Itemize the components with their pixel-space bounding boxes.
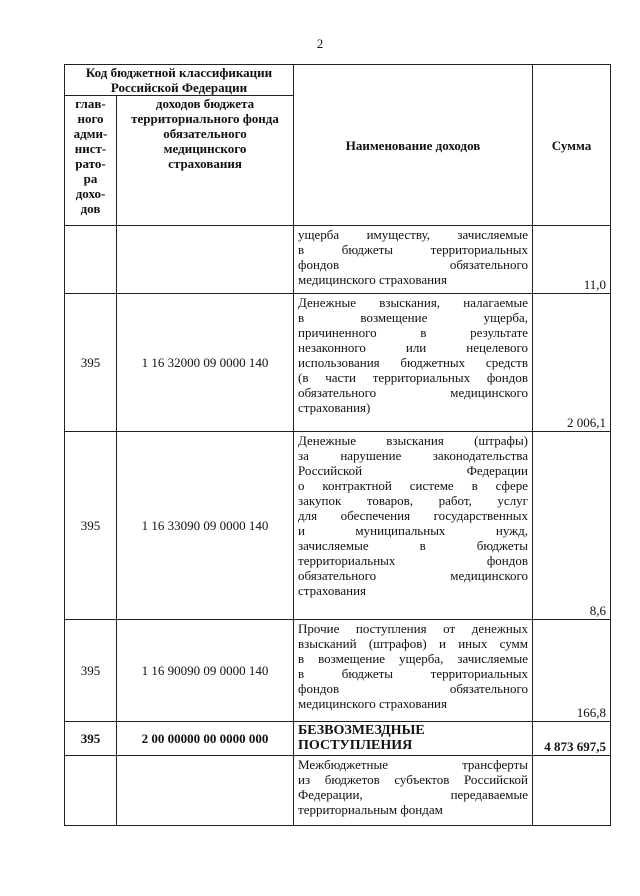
sum-cell: 11,0 <box>533 226 611 294</box>
sum-cell: 8,6 <box>533 432 611 620</box>
revenue-name-line: Прочие поступления от денежных <box>298 621 529 636</box>
revenue-name-cell <box>294 432 533 620</box>
revenue-name-line: медицинского страхования <box>298 272 447 287</box>
revenue-name-cell <box>294 756 533 826</box>
sum-cell <box>533 756 611 826</box>
revenue-name-line: Федерации, передаваемые <box>298 787 529 802</box>
revenue-name-line: территориальным фондам <box>298 802 443 817</box>
revenue-name-line: медицинского страхования <box>298 696 447 711</box>
revenue-code-cell <box>117 226 294 294</box>
revenue-code-cell: 1 16 32000 09 0000 140 <box>117 294 294 432</box>
header-classification-group: Код бюджетной классификации Российской Федерации <box>65 65 294 96</box>
revenue-name-line: незаконного или нецелевого <box>298 340 529 355</box>
revenue-name-cell <box>294 294 533 432</box>
revenue-code-cell <box>117 756 294 826</box>
revenue-name-line: зачисляемые в бюджеты <box>298 538 529 553</box>
table-row <box>65 432 611 620</box>
page-number: 2 <box>316 36 324 51</box>
revenue-name-line: страхования) <box>298 400 371 415</box>
admin-code-cell: 395 <box>65 620 117 722</box>
header-revenue-name: Наименование доходов <box>294 65 533 226</box>
revenue-name-line: в бюджеты территориальных <box>298 666 529 681</box>
revenue-code-cell: 1 16 33090 09 0000 140 <box>117 432 294 620</box>
revenue-name-cell <box>294 620 533 722</box>
revenue-name-line: фондов обязательного <box>298 257 529 272</box>
revenue-name-line: в возмещение ущерба, зачисляемые <box>298 651 529 666</box>
admin-code-cell: 395 <box>65 722 117 756</box>
admin-code-cell <box>65 756 117 826</box>
revenue-name-line: закупок товаров, работ, услуг <box>298 493 529 508</box>
revenue-name-line: (в части территориальных фондов <box>298 370 529 385</box>
revenue-name-line: БЕЗВОЗМЕЗДНЫЕ <box>298 723 425 738</box>
revenue-name-line: о контрактной системе в сфере <box>298 478 529 493</box>
budget-table <box>64 64 611 826</box>
admin-code-cell <box>65 226 117 294</box>
revenue-name-line: Российской Федерации <box>298 463 529 478</box>
revenue-name-cell <box>294 722 533 756</box>
table-row <box>65 756 611 826</box>
header-sum: Сумма <box>533 65 611 226</box>
revenue-name-line: территориальных фондов <box>298 553 529 568</box>
revenue-name-line: использования бюджетных средств <box>298 355 529 370</box>
admin-code-cell: 395 <box>65 294 117 432</box>
header-admin-code: глав- ного адми- нист- рато- ра дохо- дов <box>65 96 117 226</box>
revenue-name-line: и муниципальных нужд, <box>298 523 529 538</box>
revenue-name-line: причиненного в результате <box>298 325 529 340</box>
table-row <box>65 620 611 722</box>
sum-cell: 4 873 697,5 <box>533 722 611 756</box>
table-row <box>65 294 611 432</box>
revenue-name-line: ущерба имуществу, зачисляемые <box>298 227 529 242</box>
revenue-name-line: в бюджеты территориальных <box>298 242 529 257</box>
revenue-name-line: обязательного медицинского <box>298 568 529 583</box>
revenue-name-line: Денежные взыскания, налагаемые <box>298 295 529 310</box>
sum-cell: 166,8 <box>533 620 611 722</box>
revenue-name-line: Денежные взыскания (штрафы) <box>298 433 529 448</box>
table-row <box>65 722 611 756</box>
revenue-name-line: из бюджетов субъектов Российской <box>298 772 529 787</box>
revenue-name-line: за нарушение законодательства <box>298 448 529 463</box>
revenue-name-line: обязательного медицинского <box>298 385 529 400</box>
sum-cell: 2 006,1 <box>533 294 611 432</box>
revenue-name-cell <box>294 226 533 294</box>
revenue-name-line: в возмещение ущерба, <box>298 310 529 325</box>
revenue-name-line: взысканий (штрафов) и иных сумм <box>298 636 529 651</box>
revenue-name-line: ПОСТУПЛЕНИЯ <box>298 738 413 753</box>
revenue-name-line: страхования <box>298 583 367 598</box>
header-revenue-code: доходов бюджета территориального фонда обязательного медицинского страхования <box>117 96 294 226</box>
revenue-name-line: фондов обязательного <box>298 681 529 696</box>
admin-code-cell: 395 <box>65 432 117 620</box>
revenue-name-line: Межбюджетные трансферты <box>298 757 529 772</box>
revenue-name-line: для обеспечения государственных <box>298 508 529 523</box>
revenue-code-cell: 1 16 90090 09 0000 140 <box>117 620 294 722</box>
revenue-code-cell: 2 00 00000 00 0000 000 <box>117 722 294 756</box>
table-row <box>65 226 611 294</box>
